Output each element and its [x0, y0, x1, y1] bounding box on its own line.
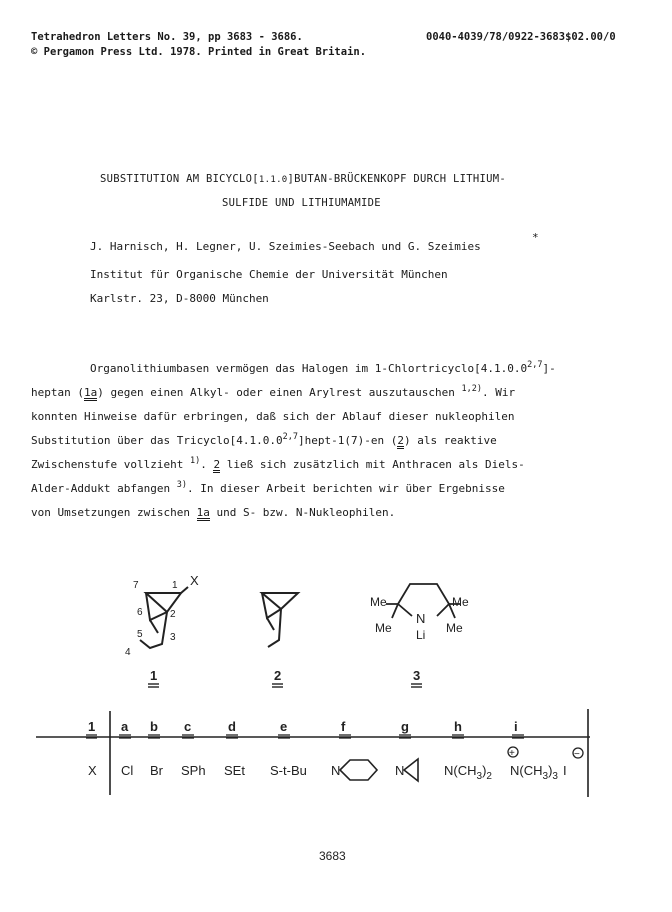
methyl-label-2: Me	[452, 595, 469, 609]
methyl-label-3: Me	[375, 621, 392, 635]
atom-label-1: 1	[172, 580, 178, 591]
atom-label-4: 4	[125, 647, 131, 658]
table-header-i: i	[514, 719, 518, 734]
value-c: SPh	[181, 763, 206, 778]
atom-label-3: 3	[170, 632, 176, 643]
paragraph-line-1: Organolithiumbasen vermögen das Halogen im 1-Chlortricyclo[4.1.0.0$^{2,7}$]-	[90, 360, 556, 375]
table-header-letters	[119, 719, 524, 738]
article-title-line-1: SUBSTITUTION AM BICYCLO[1.1.0]BUTAN-BRÜCKENKOPF DURCH LITHIUM-	[100, 173, 507, 185]
article-code: 0040-4039/78/0922-3683$02.00/0	[426, 31, 616, 43]
minus-charge-icon	[573, 748, 583, 760]
svg-text:+: +	[509, 748, 515, 759]
article-title-line-2: SULFIDE UND LITHIUMAMIDE	[222, 197, 381, 209]
svg-text:3: 3	[413, 668, 421, 683]
compound-number-3	[411, 668, 422, 687]
value-h: $N(CH_3)_2$	[444, 763, 492, 782]
table-header-b: b	[150, 719, 158, 734]
table-header-f: f	[341, 719, 346, 734]
atom-label-6: 6	[137, 607, 143, 618]
paragraph-line-2: heptan (1a) gegen einen Alkyl- oder einen Arylrest auszutauschen $^{1,2)}$. Wir	[31, 384, 516, 399]
value-e: S-t-Bu	[270, 763, 307, 778]
atom-label-x: X	[190, 573, 199, 588]
compound-ref-1a-b: 1a	[196, 506, 210, 519]
value-a: Cl	[121, 763, 134, 778]
substituent-table	[0, 705, 672, 815]
value-g-nitrogen: N	[395, 763, 405, 778]
methyl-label-4: Me	[446, 621, 463, 635]
value-b: Br	[150, 763, 163, 778]
atom-label-2: 2	[170, 609, 176, 620]
table-header-d: d	[228, 719, 236, 734]
table-header-c: c	[184, 719, 192, 734]
address: Karlstr. 23, D-8000 München	[90, 292, 269, 305]
structure-compound-2	[262, 593, 298, 647]
compound-number-2	[272, 668, 283, 687]
table-header-a: a	[121, 719, 129, 734]
svg-text:1: 1	[150, 668, 158, 683]
value-f-piperidine-ring	[340, 760, 377, 780]
atom-label-7: 7	[133, 580, 139, 591]
plus-charge-icon	[508, 747, 518, 759]
author-list: J. Harnisch, H. Legner, U. Szeimies-Seebach und G. Szeimies	[90, 240, 481, 253]
table-header-h: h	[454, 719, 462, 734]
table-header-g: g	[401, 719, 409, 734]
institute: Institut für Organische Chemie der Universität München	[90, 268, 448, 281]
journal-citation: Tetrahedron Letters No. 39, pp 3683 - 3686.	[31, 31, 303, 43]
value-d: SEt	[224, 763, 245, 778]
paragraph-line-5: Zwischenstufe vollzieht $^{1)}$. 2 ließ sich zusätzlich mit Anthracen als Diels-	[31, 456, 525, 471]
corresponding-author-mark: *	[532, 231, 539, 244]
paragraph-line-7: von Umsetzungen zwischen 1a und S- bzw. N-Nukleophilen.	[31, 506, 396, 519]
compound-ref-1a: 1a	[83, 386, 98, 399]
table-header-e: e	[280, 719, 288, 734]
page-number: 3683	[319, 849, 346, 863]
compound-number-1	[148, 668, 159, 687]
paragraph-line-4: Substitution über das Tricyclo[4.1.0.0$^{2,7}$]hept-1(7)-en (2) als reaktive	[31, 432, 497, 447]
paragraph-line-6: Alder-Addukt abfangen $^{3)}$. In dieser Arbeit berichten wir über Ergebnisse	[31, 480, 505, 495]
value-g-aziridine-ring	[404, 759, 418, 781]
row-label-compound: 1	[88, 719, 96, 734]
compound-ref-2b: 2	[213, 458, 221, 471]
svg-text:2: 2	[274, 668, 282, 683]
structure-scheme	[0, 560, 672, 700]
value-i: $N(CH_3)_3$ I	[510, 763, 567, 782]
lithium-label: Li	[416, 628, 426, 642]
atom-label-5: 5	[137, 629, 143, 640]
structure-compound-1	[140, 587, 188, 648]
copyright-line: © Pergamon Press Ltd. 1978. Printed in Great Britain.	[31, 46, 367, 58]
row-label-x: X	[88, 763, 97, 778]
methyl-label-1: Me	[370, 595, 387, 609]
paragraph-line-3: konnten Hinweise dafür erbringen, daß sich der Ablauf dieser nukleophilen	[31, 410, 515, 423]
compound-ref-2: 2	[397, 434, 404, 447]
nitrogen-label: N	[416, 611, 426, 626]
svg-text:−: −	[574, 749, 580, 760]
value-f-nitrogen: N	[331, 763, 341, 778]
